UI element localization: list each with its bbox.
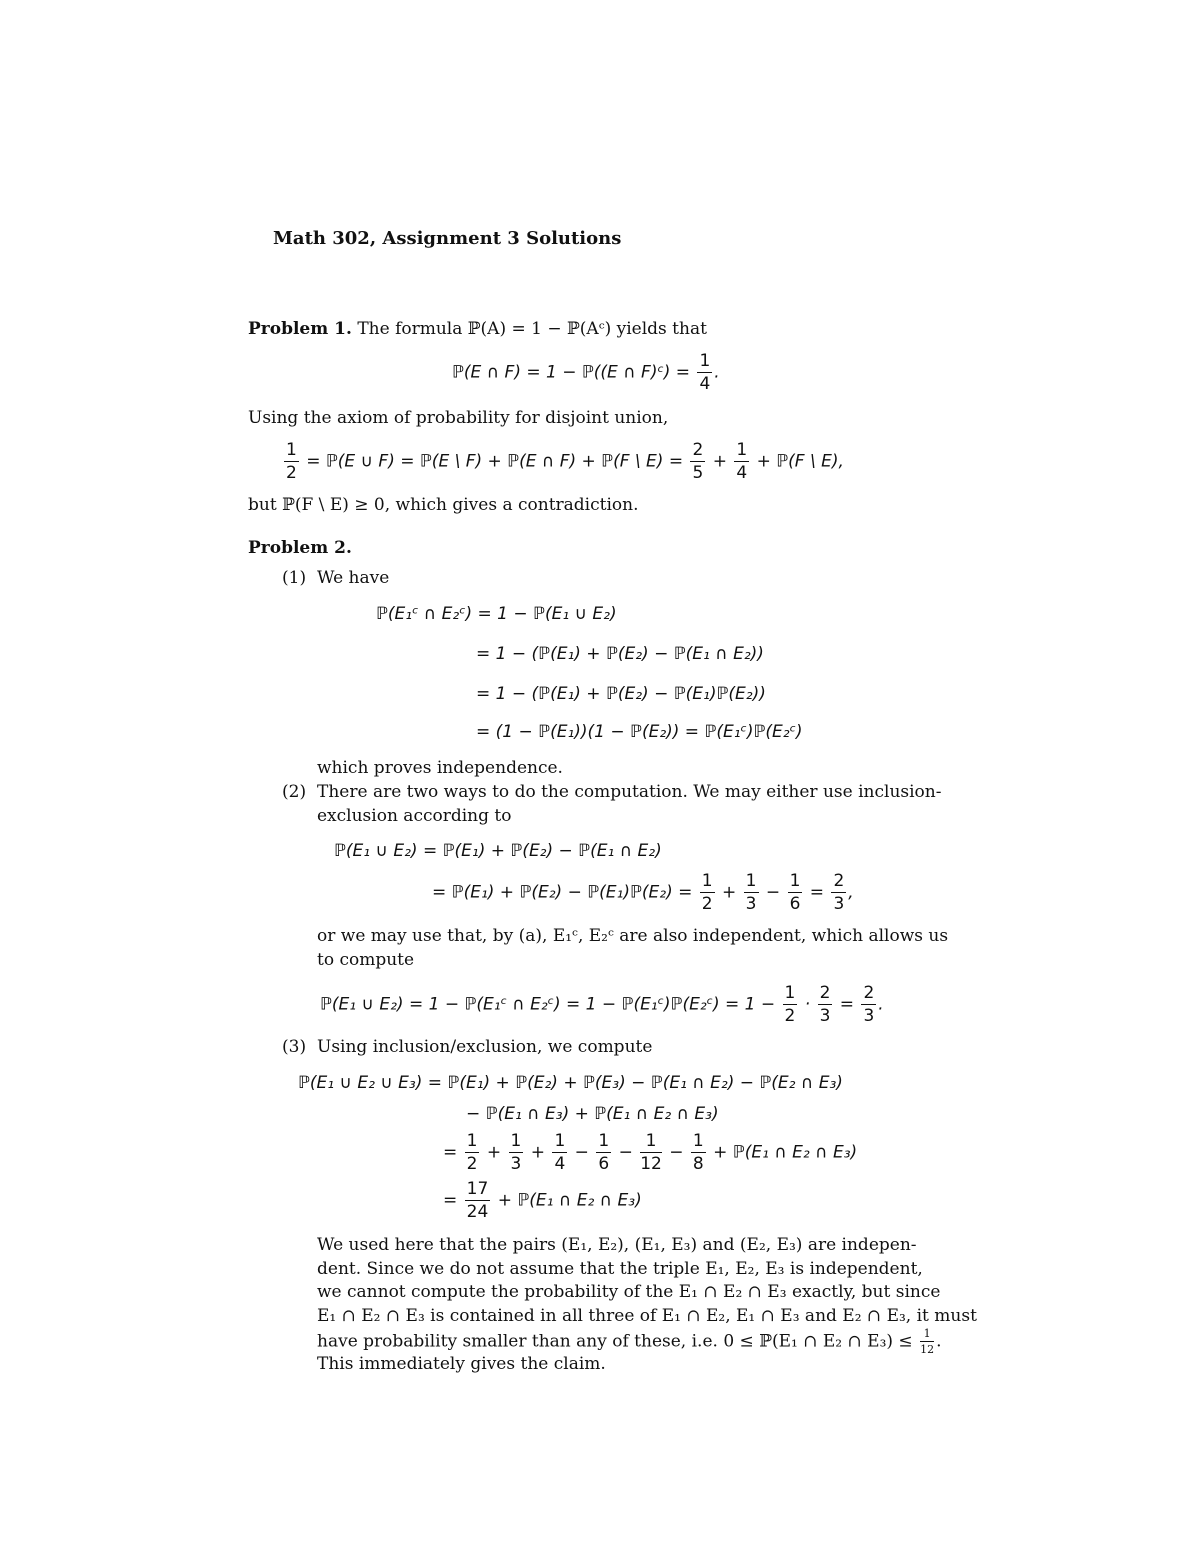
part3-para-line1: We used here that the pairs (E₁, E₂), (E₁, E₃) and (E₂, E₃) are indepen- [317,1235,917,1255]
eq2-frac1-den: 2 [286,462,297,483]
eqB-eq: = [839,994,855,1015]
eqA-op1: + [722,882,737,903]
l4-f-den: 24 [466,1201,489,1222]
part3-line2: − ℙ(E₁ ∩ E₃) + ℙ(E₁ ∩ E₂ ∩ E₃) [466,1104,719,1124]
eqB-dot: · [804,994,811,1015]
eqA-f2-num: 1 [745,871,757,891]
eq1-left: ℙ(E ∩ F) = 1 − ℙ((E ∩ F)ᶜ) = [452,362,691,383]
part3-line4 [443,1180,642,1221]
problem1-heading: Problem 1. [248,319,352,339]
para-l5-left: have probability smaller than any of these, i.e. 0 ≤ ℙ(E₁ ∩ E₂ ∩ E₃) ≤ [317,1331,913,1352]
problem1-intro: The formula ℙ(A) = 1 − ℙ(Aᶜ) yields that [357,319,707,339]
part1-line2: = 1 − (ℙ(E₁) + ℙ(E₂) − ℙ(E₁ ∩ E₂)) [476,644,764,664]
eq1-end: . [714,362,720,383]
eq2-frac2-num: 2 [692,440,704,460]
part3-para-line4: E₁ ∩ E₂ ∩ E₃ is contained in all three of E₁ ∩ E₂, E₁ ∩ E₃ and E₂ ∩ E₃, it must [317,1306,977,1326]
problem1-intro-line [248,321,707,338]
eqA-f3-num: 1 [789,871,801,891]
problem1-conclusion: but ℙ(F \ E) ≥ 0, which gives a contradiction. [248,495,639,515]
l3-f4-den: 6 [598,1153,610,1174]
l3-f4-num: 1 [598,1131,610,1151]
eqA-f1-num: 1 [701,871,713,891]
part1-line1: ℙ(E₁ᶜ ∩ E₂ᶜ) = 1 − ℙ(E₁ ∪ E₂) [376,604,617,624]
eq2-frac3-den: 4 [736,462,748,483]
eqA-f4-den: 3 [833,893,845,914]
l3-f3-num: 1 [554,1131,566,1151]
page-title: Math 302, Assignment 3 Solutions [273,228,622,249]
l4-f-num: 17 [466,1179,489,1199]
eq2-frac1-num: 1 [286,440,297,460]
part2-intro-line1: There are two ways to do the computation. We may either use inclusion- [317,782,942,802]
part1-label: (1) [282,568,307,588]
part2-eqA-line1: ℙ(E₁ ∪ E₂) = ℙ(E₁) + ℙ(E₂) − ℙ(E₁ ∩ E₂) [334,841,662,861]
eqB-f2-den: 3 [819,1005,831,1026]
problem1-equation-2 [282,441,844,482]
l3-f2-num: 1 [510,1131,522,1151]
eqB-f2-num: 2 [819,983,831,1003]
l3-f2-den: 3 [510,1153,522,1174]
eqB-f3-num: 2 [863,983,875,1003]
eqB-f3-den: 3 [863,1005,875,1026]
l3-f5-den: 12 [640,1153,662,1174]
eqA-f2-den: 3 [745,893,757,914]
eqA-op2: − [765,882,781,903]
eqB-f1-den: 2 [784,1005,796,1026]
part3-para-line5 [317,1328,941,1356]
l3-end: + ℙ(E₁ ∩ E₂ ∩ E₃) [713,1142,858,1163]
eqA-f1-den: 2 [701,893,713,914]
part1-intro: We have [317,568,390,588]
eqB-f1-num: 1 [784,983,796,1003]
part3-para-line3: we cannot compute the probability of the E₁ ∩ E₂ ∩ E₃ exactly, but since [317,1282,941,1302]
eq1-frac-num: 1 [699,351,711,371]
part2-mid-line2: to compute [317,950,415,970]
eq2-end: + ℙ(F \ E), [756,451,844,472]
problem2-heading: Problem 2. [248,538,352,558]
eqA-end: , [848,882,854,903]
l3-op2: + [530,1142,546,1163]
l3-f1-den: 2 [466,1153,478,1174]
part3-para-line2: dent. Since we do not assume that the triple E₁, E₂, E₃ is independent, [317,1259,923,1279]
part1-line3: = 1 − (ℙ(E₁) + ℙ(E₂) − ℙ(E₁)ℙ(E₂)) [476,684,766,704]
part3-intro: Using inclusion/exclusion, we compute [317,1037,653,1057]
eqB-end: . [878,994,884,1015]
l3-f5-num: 1 [640,1132,662,1153]
para-l5-f-den: 12 [920,1343,935,1357]
eqA-f3-den: 6 [789,893,801,914]
part3-line1: ℙ(E₁ ∪ E₂ ∪ E₃) = ℙ(E₁) + ℙ(E₂) + ℙ(E₃) − ℙ(E₁ ∩ E₂) − ℙ(E₂ ∩ E₃) [298,1073,843,1093]
part2-intro-line2: exclusion according to [317,806,512,826]
l4-end: + ℙ(E₁ ∩ E₂ ∩ E₃) [497,1190,642,1211]
para-l5-end: . [936,1331,942,1352]
part2-eqB [320,984,884,1025]
l3-f6-den: 8 [692,1153,704,1174]
l4-eq: = [443,1190,458,1211]
l3-op5: − [669,1142,684,1163]
eq1-frac-den: 4 [699,373,711,394]
problem1-axiom-text: Using the axiom of probability for disjoint union, [248,408,669,428]
l3-f1-num: 1 [466,1131,478,1151]
eq2-mid: = ℙ(E ∪ F) = ℙ(E \ F) + ℙ(E ∩ F) + ℙ(F \ E) = [306,451,684,472]
part1-line4: = (1 − ℙ(E₁))(1 − ℙ(E₂)) = ℙ(E₁ᶜ)ℙ(E₂ᶜ) [476,722,803,742]
eqA-f4-num: 2 [833,871,845,891]
l3-f6-num: 1 [692,1131,704,1151]
eq2-frac3-num: 1 [736,440,748,460]
eqA-left: = ℙ(E₁) + ℙ(E₂) − ℙ(E₁)ℙ(E₂) = [432,882,693,903]
part2-mid-line1: or we may use that, by (a), E₁ᶜ, E₂ᶜ are also independent, which allows us [317,926,949,946]
l3-f3-den: 4 [554,1153,566,1174]
part3-para-line6: This immediately gives the claim. [317,1354,606,1374]
part2-label: (2) [282,782,307,802]
l3-op3: − [574,1142,589,1163]
eqB-left: ℙ(E₁ ∪ E₂) = 1 − ℙ(E₁ᶜ ∩ E₂ᶜ) = 1 − ℙ(E₁ᶜ)ℙ(E₂ᶜ) = 1 − [320,994,776,1015]
part1-outro: which proves independence. [317,758,563,778]
eqA-op3: = [809,882,825,903]
part3-line3 [443,1132,857,1173]
l3-op4: − [618,1142,633,1163]
para-l5-f-num: 1 [920,1328,934,1342]
l3-eq: = [443,1142,458,1163]
problem1-equation-1 [452,352,720,393]
eq2-frac2-den: 5 [692,462,704,483]
part2-eqA-line2 [432,872,854,913]
part3-label: (3) [282,1037,307,1057]
l3-op1: + [486,1142,502,1163]
eq2-plus: + [712,451,727,472]
